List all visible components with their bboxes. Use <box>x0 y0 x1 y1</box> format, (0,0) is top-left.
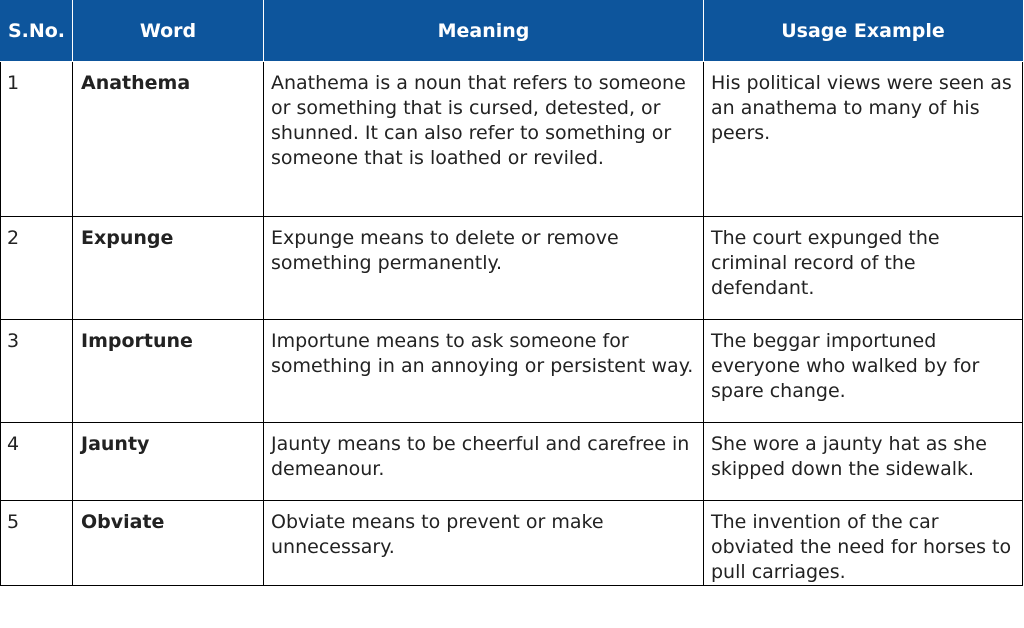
cell-word <box>73 423 264 501</box>
word-text: Obviate <box>81 511 165 533</box>
usage-text: The invention of the car obviated the need for horses to pull carriages. <box>711 511 1012 583</box>
sno-text: 2 <box>7 227 20 249</box>
cell-sno <box>1 62 73 217</box>
word-text: Importune <box>81 330 193 352</box>
word-text: Expunge <box>81 227 174 249</box>
table-row <box>1 62 1023 217</box>
cell-usage <box>704 62 1023 217</box>
header-sno: S.No. <box>1 1 73 62</box>
cell-meaning <box>264 501 704 586</box>
cell-sno <box>1 501 73 586</box>
usage-text: His political views were seen as an anathema to many of his peers. <box>711 72 1012 144</box>
usage-text: She wore a jaunty hat as she skipped down the sidewalk. <box>711 433 987 480</box>
cell-meaning <box>264 62 704 217</box>
meaning-text: Expunge means to delete or remove something permanently. <box>271 227 619 274</box>
cell-usage <box>704 423 1023 501</box>
sno-text: 3 <box>7 330 20 352</box>
header-meaning: Meaning <box>264 1 704 62</box>
usage-text: The beggar importuned everyone who walked by for spare change. <box>711 330 980 402</box>
cell-word <box>73 62 264 217</box>
table-row <box>1 320 1023 423</box>
meaning-text: Jaunty means to be cheerful and carefree in demeanour. <box>271 433 690 480</box>
table-row <box>1 423 1023 501</box>
cell-word <box>73 217 264 320</box>
header-usage-example: Usage Example <box>704 1 1023 62</box>
cell-meaning <box>264 320 704 423</box>
meaning-text: Obviate means to prevent or make unnecessary. <box>271 511 604 558</box>
header-word: Word <box>73 1 264 62</box>
header-row <box>1 1 1023 62</box>
table-row <box>1 501 1023 586</box>
cell-sno <box>1 217 73 320</box>
cell-usage <box>704 320 1023 423</box>
word-text: Jaunty <box>81 433 150 455</box>
sno-text: 1 <box>7 72 20 94</box>
cell-usage <box>704 501 1023 586</box>
cell-word <box>73 320 264 423</box>
cell-sno <box>1 423 73 501</box>
table-row <box>1 217 1023 320</box>
cell-usage <box>704 217 1023 320</box>
sno-text: 4 <box>7 433 20 455</box>
cell-meaning <box>264 217 704 320</box>
cell-word <box>73 501 264 586</box>
table-header <box>1 1 1023 62</box>
cell-meaning <box>264 423 704 501</box>
cell-sno <box>1 320 73 423</box>
usage-text: The court expunged the criminal record of the defendant. <box>711 227 940 299</box>
table-body <box>1 62 1023 586</box>
meaning-text: Importune means to ask someone for something in an annoying or persistent way. <box>271 330 694 377</box>
sno-text: 5 <box>7 511 20 533</box>
word-text: Anathema <box>81 72 191 94</box>
meaning-text: Anathema is a noun that refers to someone or something that is cursed, detested, or shunned. It can also refer to something or someone that is loathed or reviled. <box>271 72 686 169</box>
